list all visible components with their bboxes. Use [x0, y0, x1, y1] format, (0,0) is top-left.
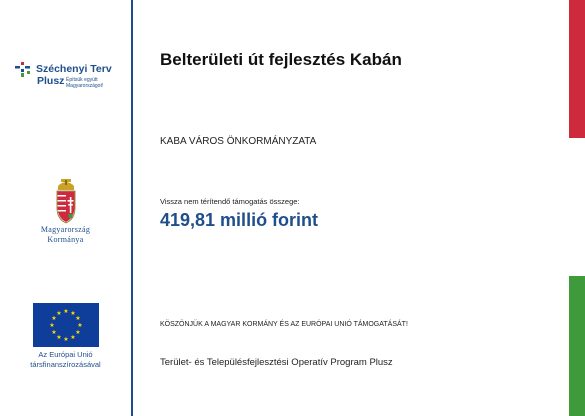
svg-text:★: ★ [76, 322, 83, 329]
eu-funding-line1: Az Európai Unió [38, 350, 93, 359]
government-logo [0, 178, 131, 245]
eu-funding-line2: társfinanszírozásával [30, 359, 101, 369]
svg-text:★: ★ [62, 308, 69, 315]
grant-amount-value: 419,81 millió forint [160, 210, 319, 230]
svg-text:★: ★ [62, 336, 69, 343]
szechenyi-slogan-line1: Építsük együtt [66, 77, 98, 83]
svg-text:★: ★ [69, 334, 76, 341]
grant-amount-label: Vissza nem térítendő támogatás összege: [160, 197, 300, 206]
svg-text:★: ★ [55, 310, 62, 317]
svg-text:★: ★ [69, 310, 76, 317]
flag-stripe-green [569, 276, 585, 416]
szechenyi-slogan-line2: Magyarországot! [66, 83, 104, 89]
svg-text:★: ★ [48, 322, 55, 329]
eu-logo [0, 303, 131, 369]
eu-flag-icon [33, 303, 99, 347]
szechenyi-logo [12, 56, 124, 100]
svg-text:★: ★ [55, 334, 62, 341]
svg-text:★: ★ [74, 329, 81, 336]
project-title: Belterületi út fejlesztés Kabán [160, 50, 402, 69]
szechenyi-plus-mark-icon [12, 56, 36, 80]
szechenyi-subtitle: Plusz [37, 75, 65, 87]
info-board [160, 0, 560, 416]
government-name-line2: Kormánya [47, 235, 84, 244]
svg-text:★: ★ [50, 315, 57, 322]
szechenyi-title: Széchenyi Terv [36, 63, 112, 75]
hungarian-coat-of-arms-icon [53, 178, 79, 224]
svg-text:★: ★ [74, 315, 81, 322]
logo-sidebar [0, 0, 133, 416]
acknowledgement-text: KÖSZÖNJÜK A MAGYAR KORMÁNY ÉS AZ EURÓPAI UNIÓ TÁMOGATÁSÁT! [160, 321, 408, 328]
program-name: Terület- és Településfejlesztési Operatív Program Plusz [160, 357, 393, 368]
beneficiary-name: KABA VÁROS ÖNKORMÁNYZATA [160, 136, 317, 147]
government-name-line1: Magyarország [40, 225, 91, 234]
flag-stripe-red [569, 0, 585, 138]
eu-funding-text [0, 350, 131, 369]
szechenyi-slogan [66, 77, 126, 89]
government-name [0, 225, 131, 245]
svg-text:★: ★ [50, 329, 57, 336]
